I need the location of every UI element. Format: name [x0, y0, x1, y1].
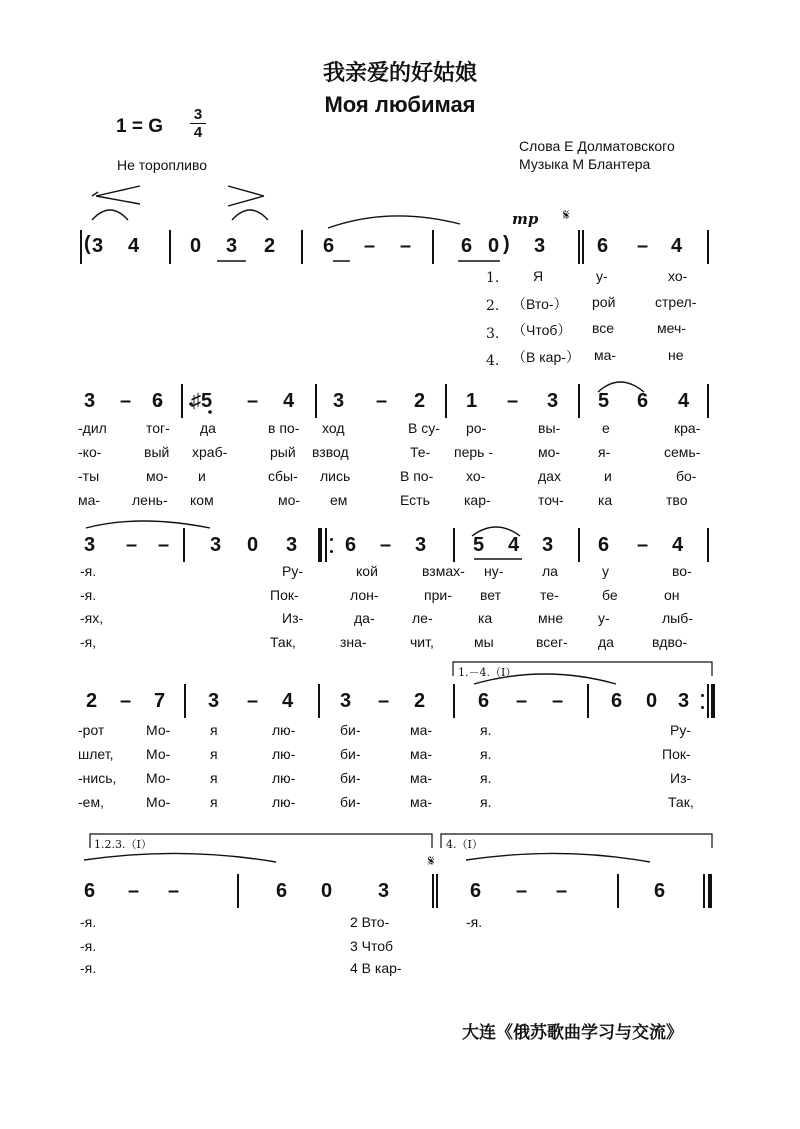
note: 3 [678, 690, 690, 712]
lyric: тог- [146, 420, 170, 436]
note-dash: – [126, 534, 138, 556]
lyric: Ру- [282, 563, 303, 579]
note-dash: – [380, 534, 392, 556]
lyricist-credit: Слова Е Долматовского [519, 138, 675, 154]
note-dash: – [516, 690, 528, 712]
lyric: -ко- [78, 444, 102, 460]
lyric: лон- [350, 587, 379, 603]
lyric: е [602, 420, 610, 436]
note-dash: – [247, 690, 259, 712]
lyric: не [668, 347, 684, 363]
lyric: -я. [80, 587, 97, 603]
lyric: во- [672, 563, 692, 579]
lyric: лень- [132, 492, 168, 508]
lyric: ка [598, 492, 613, 508]
lyric: -рот [78, 722, 105, 738]
note: 0 [646, 690, 658, 712]
note-paren-open: ( [84, 233, 91, 255]
lyric: мо- [278, 492, 301, 508]
lyric: перь - [454, 444, 493, 460]
note-dash: – [556, 880, 568, 902]
lyric: Мо- [146, 722, 171, 738]
lyric: вый [144, 444, 170, 460]
note: 4 [671, 235, 683, 257]
dynamic-mp: mp [512, 210, 539, 228]
lyric: ла [542, 563, 558, 579]
lyric: у [602, 563, 609, 579]
title-russian: Моя любимая [324, 92, 476, 117]
note: 3 [534, 235, 546, 257]
verse-number: 4. [486, 353, 500, 369]
note: ♯5 [191, 390, 213, 412]
lyric: вдво- [652, 634, 688, 650]
lyric: храб- [192, 444, 228, 460]
lyric: лю- [272, 794, 296, 810]
lyric: кой [356, 563, 378, 579]
lyric: меч- [657, 320, 686, 336]
volta-label-c: 4.（Ⅰ） [446, 838, 483, 851]
key-signature: 1 = G [116, 116, 163, 137]
note: 4 [678, 390, 690, 412]
lyric: чит, [410, 634, 434, 650]
note: 3 [92, 235, 104, 257]
lyric: мы [474, 634, 494, 650]
tie-1 [328, 216, 460, 228]
lyric: 2 Вто- [350, 914, 390, 930]
lyric: Так, [270, 634, 296, 650]
note: 3 [542, 534, 554, 556]
lyric: рый [270, 444, 296, 460]
lyric: да [598, 634, 614, 650]
lyric: мо- [146, 468, 169, 484]
lyric: взвод [312, 444, 349, 460]
lyric: семь- [664, 444, 701, 460]
lyric: ма- [410, 722, 433, 738]
note: 3 [340, 690, 352, 712]
lyric: мне [538, 610, 564, 626]
note-dash: – [552, 690, 564, 712]
note-dash: – [128, 880, 140, 902]
lyric: би- [340, 746, 361, 762]
lyric: у- [598, 610, 610, 626]
note-dash: – [378, 690, 390, 712]
lyric: вы- [538, 420, 561, 436]
note: 3 [286, 534, 298, 556]
lyric: ем [330, 492, 348, 508]
tempo-marking: Не торопливо [117, 157, 208, 173]
tie-2 [86, 521, 210, 528]
lyric: ход [322, 420, 345, 436]
note: 6 [478, 690, 490, 712]
lyric: Пок- [270, 587, 299, 603]
note: 2 [414, 690, 426, 712]
lyric: ро- [466, 420, 487, 436]
note: 4 [283, 390, 295, 412]
note: 3 [547, 390, 559, 412]
note: 2 [264, 235, 276, 257]
note-dash: – [507, 390, 519, 412]
lyric: Мо- [146, 746, 171, 762]
lyric: те- [540, 587, 559, 603]
lyric: я [210, 746, 218, 762]
lyric: -я. [80, 938, 97, 954]
lyric: я. [480, 722, 492, 738]
segno-sign: 𝄋 [563, 206, 570, 224]
volta-label-b: 1.2.3.（Ⅰ） [94, 838, 152, 851]
lyric: ма- [594, 347, 617, 363]
crescendo-hairpin [96, 186, 140, 204]
lyric: у- [596, 268, 608, 284]
slur-1 [92, 210, 128, 220]
lyric: Пок- [662, 746, 691, 762]
lyric: （Вто-） [512, 296, 568, 312]
verse-number: 1. [486, 270, 500, 286]
lyric: в по- [268, 420, 300, 436]
lyric: （В кар-） [512, 349, 580, 365]
lyric: хо- [668, 268, 688, 284]
note-dash: – [637, 534, 649, 556]
lyric: В по- [400, 468, 434, 484]
lyric: я [210, 770, 218, 786]
lyric: всег- [536, 634, 568, 650]
note: 3 [378, 880, 390, 902]
note: 0 [247, 534, 259, 556]
lyric: я [210, 794, 218, 810]
lyric: я [210, 722, 218, 738]
lyric: ма- [410, 770, 433, 786]
note: 5 [473, 534, 485, 556]
lyric: я. [480, 794, 492, 810]
note-dash: – [247, 390, 259, 412]
lyric: -я, [80, 634, 97, 650]
lyric: лыб- [662, 610, 693, 626]
note: 6 [637, 390, 649, 412]
note-dash: – [120, 390, 132, 412]
note: 6 [611, 690, 623, 712]
lyric: я. [480, 746, 492, 762]
note: 3 [84, 534, 96, 556]
note: 6 [345, 534, 357, 556]
note: 3 [226, 235, 238, 257]
note: 6 [598, 534, 610, 556]
note: 6 [152, 390, 164, 412]
lyric: -я. [80, 960, 97, 976]
note-dash: – [158, 534, 170, 556]
note: 1 [466, 390, 478, 412]
lyric: Ру- [670, 722, 691, 738]
composer-credit: Музыка М Блантера [519, 156, 651, 172]
lyric: Так, [668, 794, 694, 810]
lyric: В су- [408, 420, 440, 436]
note-dash: – [364, 235, 376, 257]
title-chinese: 我亲爱的好姑娘 [322, 60, 477, 86]
note: 2 [414, 390, 426, 412]
note: 5 [598, 390, 610, 412]
note-dash: – [120, 690, 132, 712]
note: 4 [128, 235, 140, 257]
note: 3 [333, 390, 345, 412]
lyric: он [664, 587, 680, 603]
lyric: -я. [80, 914, 97, 930]
lyric: Есть [400, 492, 430, 508]
note: 6 [84, 880, 96, 902]
note: 3 [84, 390, 96, 412]
note: 6 [461, 235, 473, 257]
lyric: ма- [410, 794, 433, 810]
lyric: лю- [272, 722, 296, 738]
note: 0 [488, 235, 500, 257]
note: 4 [282, 690, 294, 712]
note-dash: – [168, 880, 180, 902]
lyric: дах [538, 468, 561, 484]
lyric: ма- [410, 746, 433, 762]
lyric: -ты [78, 468, 100, 484]
lyric: бо- [676, 468, 697, 484]
footer-credit: 大连《俄苏歌曲学习与交流》 [462, 1023, 683, 1043]
lyric: -дил [78, 420, 107, 436]
note: 0 [321, 880, 333, 902]
lyric: 4 В кар- [350, 960, 402, 976]
lyric: Я [533, 268, 544, 284]
time-signature-bottom: 4 [193, 124, 203, 141]
lyric: зна- [340, 634, 367, 650]
lyric: при- [424, 587, 452, 603]
note: 0 [190, 235, 202, 257]
lyric: кар- [464, 492, 491, 508]
lyric: я. [480, 770, 492, 786]
note-dash: – [516, 880, 528, 902]
lyric: Мо- [146, 794, 171, 810]
note: 3 [210, 534, 222, 556]
slur-2 [232, 210, 268, 220]
note-paren-close: ) [503, 233, 510, 255]
lyric: и [604, 468, 612, 484]
note-dash: – [637, 235, 649, 257]
lyric: вет [480, 587, 502, 603]
lyric: ну- [484, 563, 504, 579]
volta-label-a: 1.－4.（Ⅰ） [458, 666, 517, 679]
lyric: би- [340, 770, 361, 786]
lyric: -я. [80, 563, 97, 579]
lyric: да [200, 420, 216, 436]
note: 6 [276, 880, 288, 902]
lyric: да- [354, 610, 375, 626]
verse-number: 2. [486, 298, 500, 314]
lyric: -ях, [80, 610, 104, 626]
lyric: кра- [674, 420, 701, 436]
lyric: хо- [466, 468, 486, 484]
lyric: точ- [538, 492, 564, 508]
lyric: би- [340, 794, 361, 810]
lyric: бе [602, 587, 618, 603]
lyric: лю- [272, 770, 296, 786]
lyric: рой [592, 294, 616, 310]
lyric: -нись, [78, 770, 117, 786]
lyric: -ем, [78, 794, 104, 810]
verse-number: 3. [486, 326, 500, 342]
tie-4 [84, 853, 276, 862]
lyric: шлет, [78, 746, 114, 762]
decrescendo-hairpin [228, 186, 264, 206]
segno-sign-lower: 𝄋 [428, 852, 435, 870]
note: 2 [86, 690, 98, 712]
lyric: Из- [282, 610, 304, 626]
lyric: ком [190, 492, 214, 508]
lyric: （Чтоб） [512, 322, 572, 338]
lyric: би- [340, 722, 361, 738]
lyric: -я. [466, 914, 483, 930]
note: 6 [323, 235, 335, 257]
lyric: стрел- [655, 294, 697, 310]
note: 4 [672, 534, 684, 556]
note-dash: – [376, 390, 388, 412]
lyric: ка [478, 610, 493, 626]
lyric: Те- [410, 444, 431, 460]
lyric: лю- [272, 746, 296, 762]
lyric: и [198, 468, 206, 484]
note: 3 [415, 534, 427, 556]
lyric: мо- [538, 444, 561, 460]
note: 4 [508, 534, 520, 556]
tie-5 [466, 853, 650, 862]
lyric: ма- [78, 492, 101, 508]
lyric: Из- [670, 770, 692, 786]
lyric: тво [666, 492, 688, 508]
note: 7 [154, 690, 166, 712]
note: 6 [597, 235, 609, 257]
lyric: ле- [412, 610, 433, 626]
lyric: 3 Чтоб [350, 938, 394, 954]
note: 6 [654, 880, 666, 902]
note: 3 [208, 690, 220, 712]
lyric: я- [598, 444, 611, 460]
lyric: Мо- [146, 770, 171, 786]
note-dash: – [400, 235, 412, 257]
lyric: все [592, 320, 615, 336]
lyric: сбы- [268, 468, 298, 484]
time-signature-top: 3 [193, 106, 203, 123]
lyric: лись [320, 468, 351, 484]
note: 6 [470, 880, 482, 902]
lyric: взмах- [422, 563, 465, 579]
